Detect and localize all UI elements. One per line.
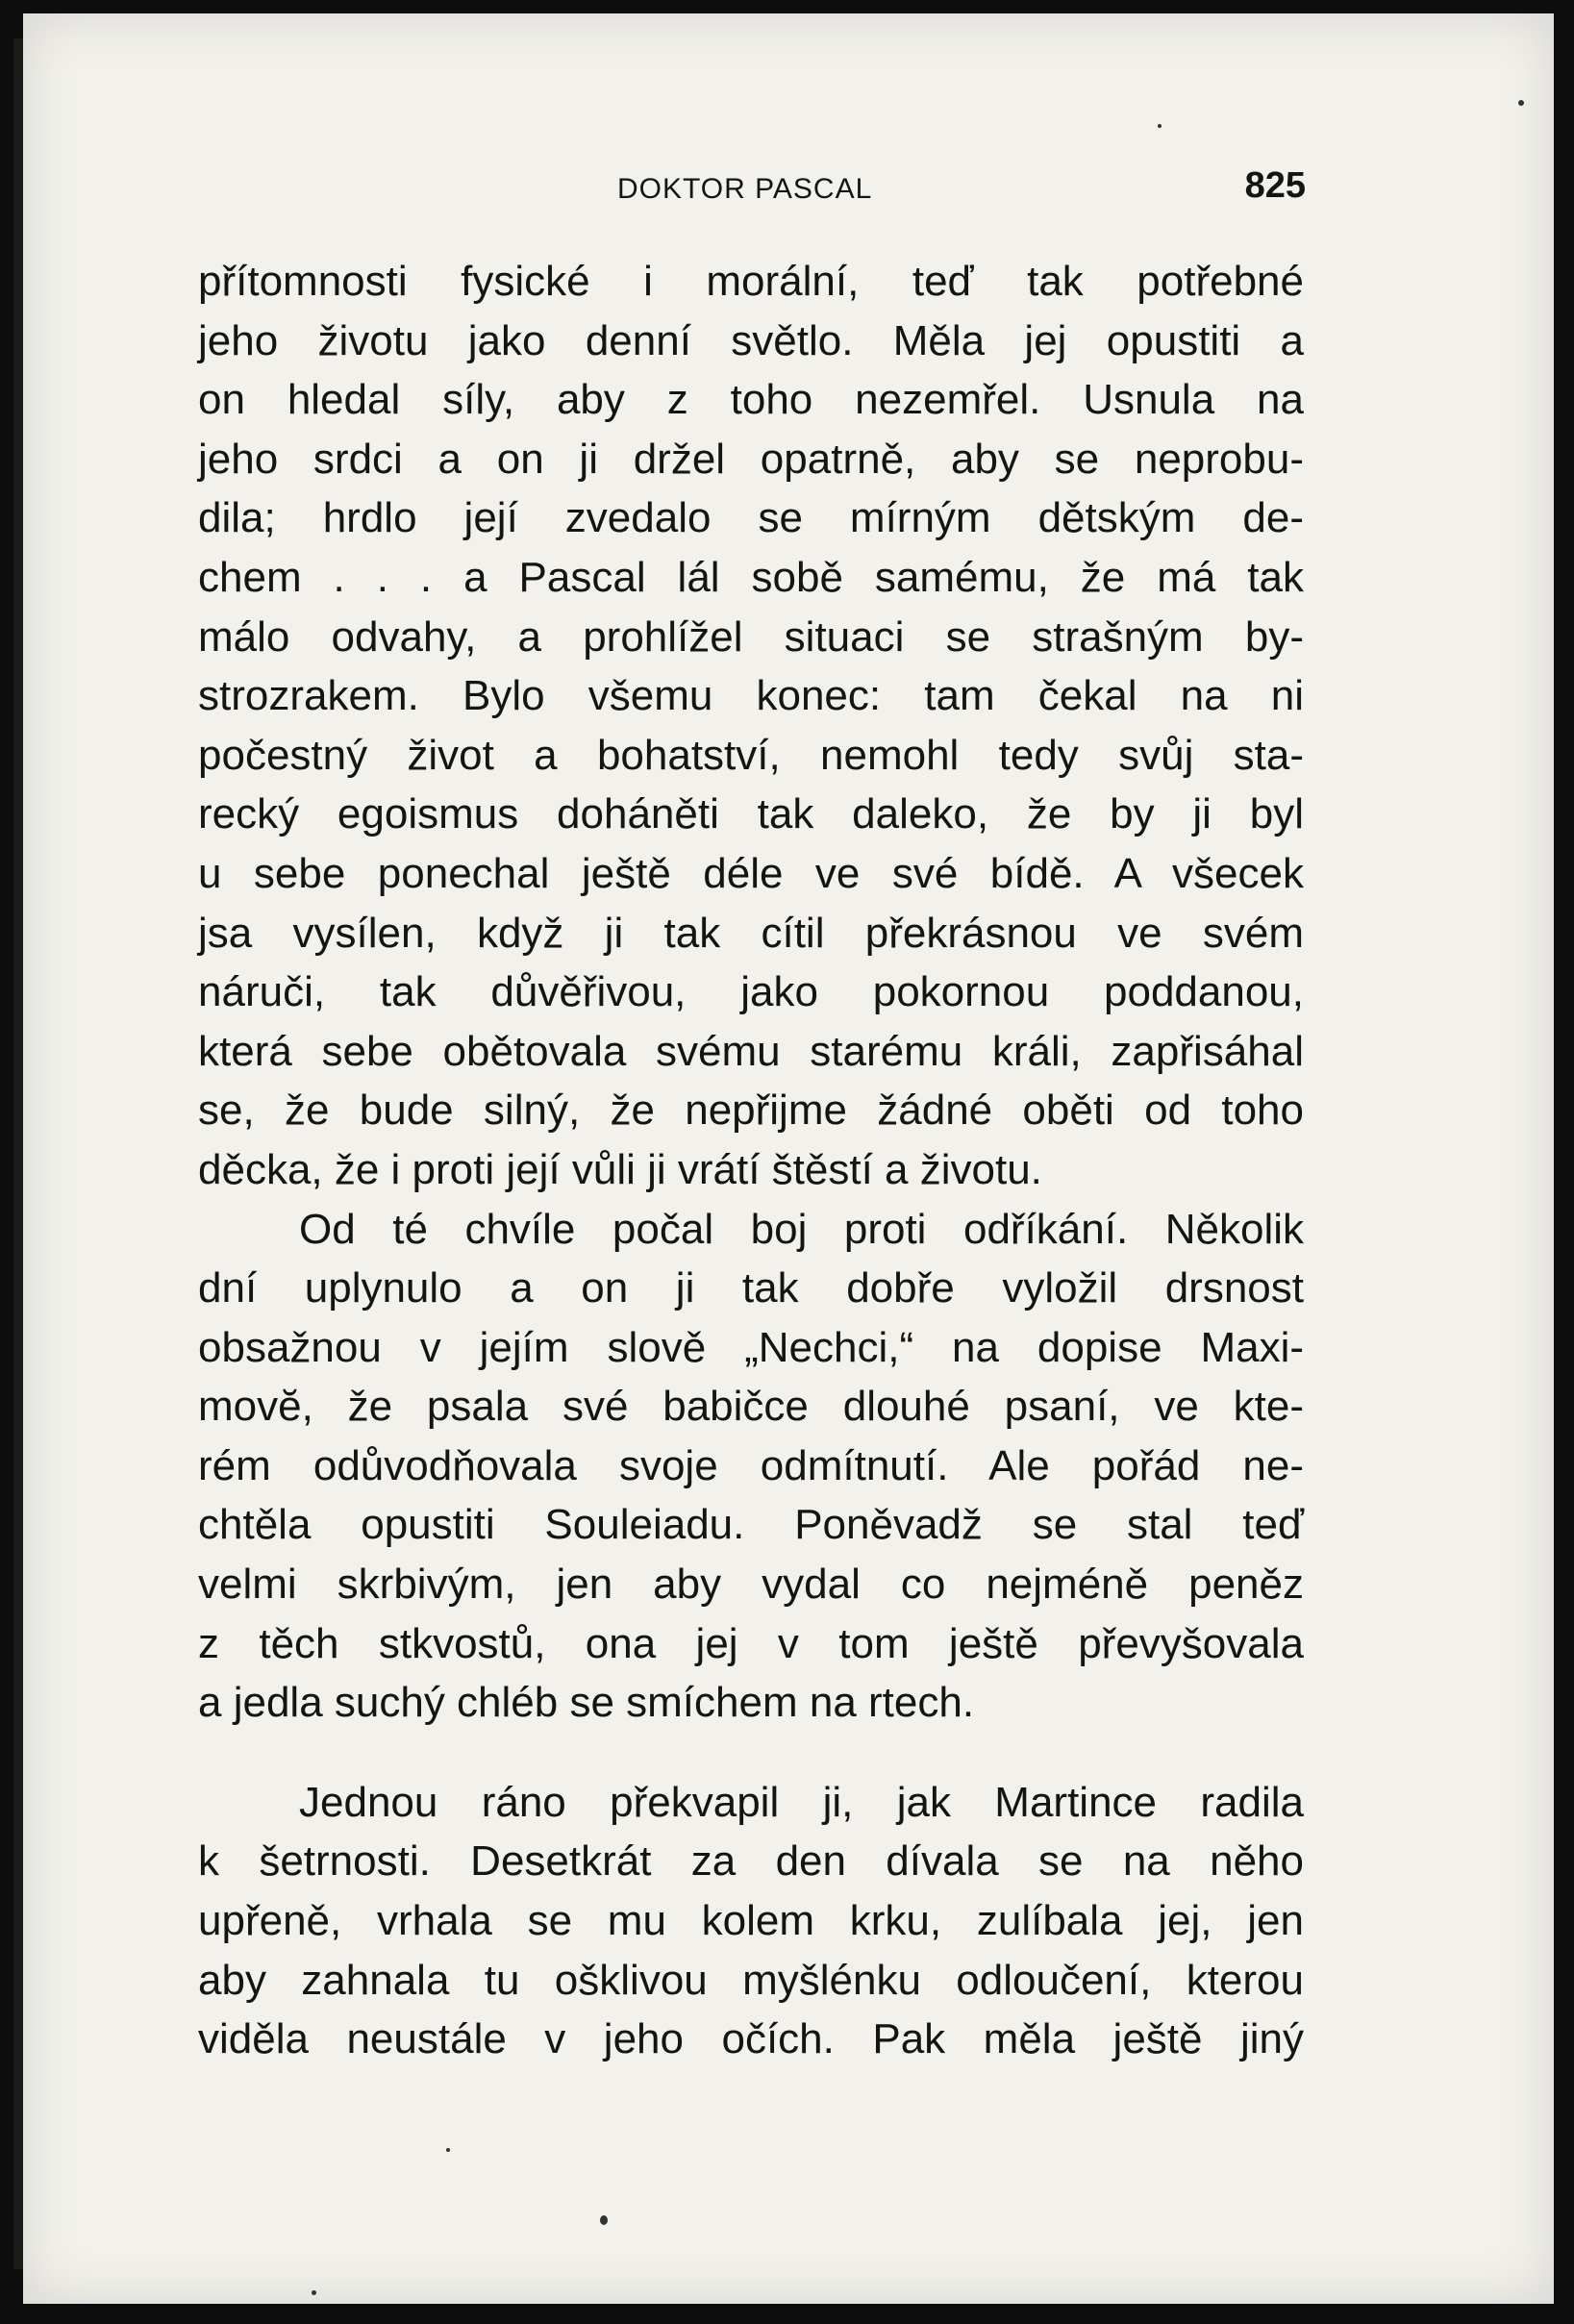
text-line: počestný život a bohatství, nemohl tedy svůj sta- — [198, 731, 1304, 779]
text-line: jsa vysílen, když ji tak cítil překrásnou ve svém — [198, 909, 1304, 957]
text-line: dila; hrdlo její zvedalo se mírným dětským de- — [198, 494, 1304, 542]
text-line: a jedla suchý chléb se smíchem na rtech. — [198, 1679, 975, 1727]
text-line: obsažnou v jejím slově „Nechci,“ na dopise Maxi- — [198, 1323, 1304, 1371]
text-line: recký egoismus doháněti tak daleko, že by ji byl — [198, 790, 1304, 838]
text-line: k šetrnosti. Desetkrát za den dívala se na něho — [198, 1837, 1304, 1886]
text-line: z těch stkvostů, ona jej v tom ještě převyšovala — [198, 1619, 1304, 1667]
text-line: aby zahnala tu ošklivou myšlénku odloučení, kterou — [198, 1956, 1304, 2004]
text-line: movĕ, že psala své babičce dlouhé psaní, ve kte- — [198, 1383, 1304, 1431]
paragraph — [198, 1200, 1304, 1733]
paper-speck — [1158, 124, 1162, 128]
text-line: strozrakem. Bylo všemu konec: tam čekal na ni — [198, 672, 1304, 720]
text-line: se, že bude silný, že nepřijme žádné oběti od toho — [198, 1087, 1304, 1135]
paragraph — [198, 1773, 1304, 2069]
text-line: náruči, tak důvěřivou, jako pokornou poddanou, — [198, 968, 1304, 1016]
paper-speck — [312, 2290, 316, 2295]
text-line: u sebe ponechal ještě déle ve své bídě. A všecek — [198, 849, 1304, 897]
text-line: Jednou ráno překvapil ji, jak Martince radila — [299, 1778, 1304, 1826]
text-line: děcka, že i proti její vůli ji vrátí štěstí a životu. — [198, 1145, 1042, 1193]
text-line: jeho srdci a on ji držel opatrně, aby se neprobu- — [198, 435, 1304, 483]
running-title: DOKTOR PASCAL — [617, 173, 873, 205]
page-header — [202, 165, 1306, 221]
text-line: málo odvahy, a prohlížel situaci se strašným by- — [198, 612, 1304, 661]
paragraph-gap — [198, 1733, 1304, 1773]
page-number: 825 — [1244, 165, 1306, 206]
text-line: viděla neustále v jeho očích. Pak měla ještě jiný — [198, 2015, 1304, 2063]
book-spine-edge — [13, 38, 23, 2269]
paper-speck — [446, 2148, 450, 2152]
text-line: upřeně, vrhala se mu kolem krku, zulíbala jej, jen — [198, 1897, 1304, 1945]
text-line: velmi skrbivým, jen aby vydal co nejméně peněz — [198, 1561, 1304, 1609]
paper-speck — [600, 2215, 608, 2225]
paper-speck — [1518, 100, 1524, 106]
text-line: jeho životu jako denní světlo. Měla jej opustiti a — [198, 316, 1304, 364]
paragraph — [198, 252, 1304, 1200]
body-text — [198, 252, 1304, 2069]
text-line: on hledal síly, aby z toho nezemřel. Usnula na — [198, 376, 1304, 424]
text-line: přítomnosti fysické i morální, teď tak potřebné — [198, 258, 1304, 305]
text-line: rém odůvodňovala svoje odmítnutí. Ale pořád ne- — [198, 1441, 1304, 1489]
text-line: dní uplynulo a on ji tak dobře vyložil drsnost — [198, 1264, 1304, 1312]
text-line: Od té chvíle počal boj proti odříkání. Několik — [299, 1205, 1304, 1253]
text-line: chtěla opustiti Souleiadu. Poněvadž se stal teď — [198, 1501, 1304, 1549]
text-line: která sebe obětovala svému starému králi, zapřisáhal — [198, 1027, 1304, 1075]
text-line: chem . . . a Pascal lál sobě samému, že má tak — [198, 553, 1304, 601]
